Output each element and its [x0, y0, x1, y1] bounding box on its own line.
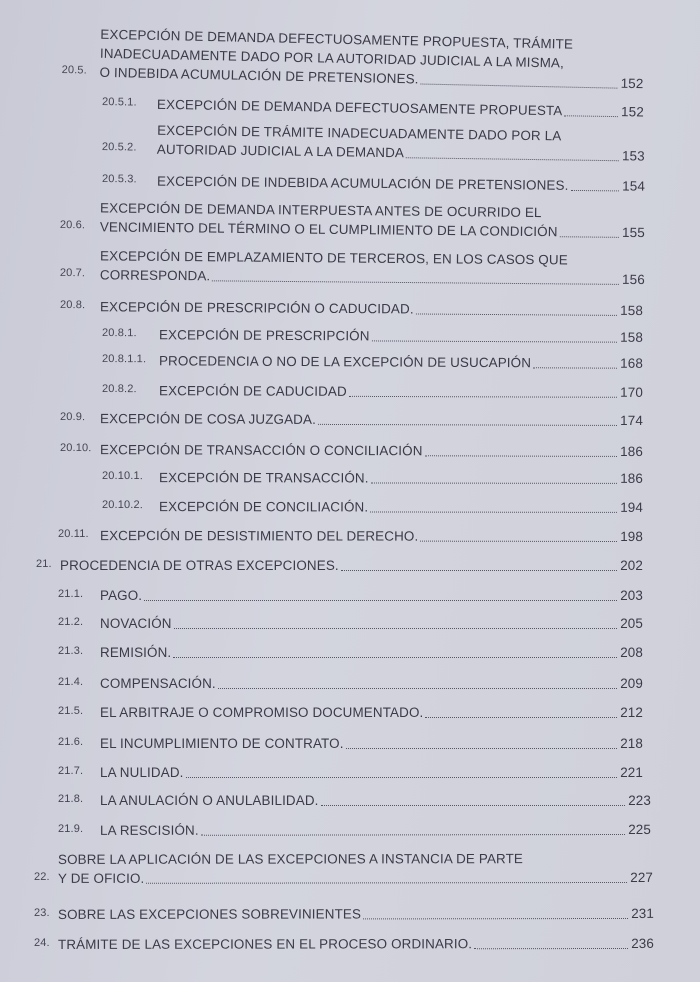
toc-entry-title	[100, 409, 643, 430]
toc-title-line: SOBRE LA APLICACIÓN DE LAS EXCEPCIONES A INSTANCIA DE PARTE	[57, 851, 524, 867]
toc-title-line: EL INCUMPLIMIENTO DE CONTRATO.	[100, 736, 344, 751]
toc-title-line: SOBRE LAS EXCEPCIONES SOBREVINIENTES	[57, 906, 362, 922]
toc-entry	[36, 555, 643, 575]
toc-title-line: EXCEPCIÓN DE DESISTIMIENTO DEL DERECHO.	[99, 528, 419, 544]
dot-leader	[425, 455, 618, 457]
toc-title-line: EXCEPCIÓN DE CADUCIDAD	[158, 383, 347, 399]
toc-entry	[58, 642, 643, 662]
toc-entry	[60, 296, 643, 320]
toc-title-line: TRÁMITE DE LAS EXCEPCIONES EN EL PROCESO ORDINARIO.	[57, 936, 473, 952]
toc-entry-number: 20.8.1.	[101, 327, 137, 340]
toc-title-line: EXCEPCIÓN DE CONCILIACIÓN.	[158, 499, 369, 515]
toc-title-line: EXCEPCIÓN DE PRESCRIPCIÓN O CADUCIDAD.	[99, 299, 414, 317]
toc-entry-title	[100, 586, 643, 605]
toc-page-number: 212	[620, 705, 643, 720]
dot-leader	[570, 190, 619, 192]
toc-entry	[34, 849, 653, 888]
toc-page-number: 218	[620, 736, 643, 751]
dot-leader	[533, 367, 617, 368]
toc-entry	[34, 903, 654, 924]
toc-page-number: 208	[620, 645, 643, 660]
toc-entry-number: 20.8.	[59, 299, 86, 312]
dot-leader	[416, 313, 617, 315]
toc-title-line: CORRESPONDA.	[99, 267, 211, 284]
toc-entry	[60, 246, 645, 289]
toc-title-line: REMISIÓN.	[100, 645, 172, 660]
dot-leader	[564, 115, 618, 117]
toc-entry-number: 23.	[33, 906, 50, 919]
toc-entry	[60, 439, 643, 461]
toc-title-line: EXCEPCIÓN DE EMPLAZAMIENTO DE TERCEROS, EN LOS CASOS QUE	[100, 248, 568, 268]
toc-title-line: NOVACIÓN	[100, 616, 172, 631]
toc-page-number: 203	[620, 588, 643, 603]
toc-entry-title	[157, 121, 645, 166]
dot-leader	[174, 628, 618, 629]
toc-entry-title	[157, 172, 645, 196]
toc-entry	[58, 613, 643, 633]
toc-entry-title	[100, 820, 651, 840]
dot-leader	[201, 834, 626, 836]
toc-entry-title	[159, 497, 643, 517]
toc-page-number: 156	[622, 271, 645, 288]
toc-entry	[102, 93, 644, 122]
toc-entry-number: 21.	[36, 558, 52, 570]
dot-leader	[425, 717, 617, 718]
toc-entry-number: 20.7.	[59, 266, 86, 280]
dot-leader	[421, 84, 618, 89]
dot-leader	[144, 600, 617, 601]
toc-page-number: 158	[620, 329, 644, 345]
toc-page-number: 153	[621, 148, 645, 164]
toc-entry-title	[100, 440, 643, 461]
toc-entry-number: 20.5.2.	[101, 140, 137, 154]
toc-entry-number: 20.6.	[59, 218, 86, 232]
toc-title-line: INADECUADAMENTE DADO POR LA AUTORIDAD JUDICIAL A LA MISMA,	[99, 45, 565, 71]
toc-entry-number: 21.7.	[58, 765, 84, 777]
dot-leader	[212, 280, 619, 285]
toc-entry-number: 21.9.	[57, 822, 84, 835]
toc-entry-title	[100, 643, 643, 662]
toc-entry	[58, 790, 651, 810]
toc-entry-number: 22.	[34, 870, 50, 883]
toc-entry	[60, 408, 643, 430]
toc-page-number: 231	[631, 905, 655, 921]
toc-title-line: LA ANULACIÓN O ANULABILIDAD.	[100, 793, 319, 808]
dot-leader	[474, 948, 628, 949]
toc-entry-number: 20.5.3.	[101, 173, 137, 186]
toc-entry-title	[100, 703, 643, 722]
toc-page-number: 174	[620, 412, 644, 429]
toc-entry-title	[157, 95, 644, 122]
toc-entry-number: 21.8.	[58, 793, 84, 805]
toc-entry-title	[100, 246, 645, 289]
dot-leader	[341, 570, 617, 571]
toc-title-line: EXCEPCIÓN DE DEMANDA INTERPUESTA ANTES DE OCURRIDO EL	[100, 200, 542, 221]
dot-leader	[173, 657, 617, 658]
toc-page-number: 225	[628, 821, 652, 838]
toc-title-line: VENCIMIENTO DEL TÉRMINO O EL CUMPLIMIENTO DE LA CONDICIÓN	[99, 219, 558, 240]
toc-entry	[58, 702, 643, 722]
toc-entry	[58, 819, 651, 840]
toc-entry-number: 21.3.	[58, 645, 84, 657]
toc-entry	[58, 762, 643, 782]
toc-entry-number: 20.8.2.	[101, 383, 137, 396]
toc-entry-title	[100, 791, 651, 810]
toc-title-line: EXCEPCIÓN DE DEMANDA DEFECTUOSAMENTE PROPUESTA, TRÁMITE	[100, 26, 574, 52]
toc-page-number: 202	[620, 558, 643, 573]
toc-entry	[34, 933, 654, 954]
dot-leader	[186, 777, 618, 778]
toc-page-number: 170	[620, 384, 644, 400]
dot-leader	[560, 236, 620, 238]
toc-entry-title	[159, 351, 643, 373]
toc-page-number: 168	[620, 355, 644, 371]
toc-entry-number: 20.5.1.	[101, 96, 137, 109]
toc-entry	[102, 496, 643, 517]
dot-leader	[420, 541, 617, 542]
dot-leader	[321, 805, 626, 806]
toc-entry-number: 24.	[33, 936, 50, 949]
toc-entry-title	[100, 297, 643, 320]
toc-page-number: 158	[620, 302, 644, 319]
toc-entry	[60, 198, 645, 242]
toc-title-line: O INDEBIDA ACUMULACIÓN DE PRETENSIONES.	[99, 64, 419, 87]
dot-leader	[318, 424, 617, 426]
toc-entry-title	[100, 674, 643, 693]
toc-entry-number: 21.4.	[58, 676, 84, 688]
toc-entry-title	[159, 468, 643, 488]
toc-entry	[102, 324, 643, 347]
toc-entry-title	[100, 526, 643, 546]
toc-entry-number: 21.5.	[58, 705, 84, 717]
dot-leader	[370, 511, 617, 512]
toc-title-line: EXCEPCIÓN DE INDEBIDA ACUMULACIÓN DE PRETENSIONES.	[156, 173, 569, 193]
toc-page-number: 223	[628, 793, 651, 808]
toc-entry-number: 20.5.	[61, 63, 87, 77]
toc-page-number: 221	[620, 765, 643, 780]
dot-leader	[371, 482, 618, 483]
toc-entry	[58, 673, 643, 693]
toc-entry-number: 21.6.	[58, 736, 84, 748]
toc-page-number: 186	[620, 470, 644, 486]
dot-leader	[146, 882, 627, 884]
toc-entry-number: 20.11.	[57, 528, 89, 541]
toc-title-line: EXCEPCIÓN DE TRÁMITE INADECUADAMENTE DADO POR LA	[157, 122, 562, 144]
toc-entry-title	[58, 849, 653, 888]
dot-leader	[372, 340, 618, 342]
toc-entry-title	[58, 904, 654, 924]
toc-entry-title	[100, 763, 643, 782]
toc-entry-number: 20.9.	[59, 411, 86, 424]
toc-page-number: 227	[630, 869, 654, 885]
toc-page-number: 236	[631, 935, 655, 951]
toc-title-line: EXCEPCIÓN DE TRANSACCIÓN.	[158, 470, 369, 486]
toc-entry-number: 20.10.	[59, 442, 92, 455]
toc-entry-title	[100, 734, 643, 753]
toc-title-line: EXCEPCIÓN DE COSA JUZGADA.	[99, 411, 316, 427]
toc-entry-title	[99, 25, 644, 93]
toc-page-number: 209	[620, 676, 643, 691]
toc-title-line: EXCEPCIÓN DE PRESCRIPCIÓN	[158, 327, 370, 344]
toc-entry	[102, 380, 643, 402]
toc-title-line: Y DE OFICIO.	[58, 870, 145, 886]
toc-entry-number: 21.2.	[58, 616, 84, 628]
toc-page-number: 186	[620, 443, 644, 460]
toc-page-number: 194	[620, 499, 644, 515]
toc-page-number: 205	[620, 616, 643, 631]
toc-title-line: EL ARBITRAJE O COMPROMISO DOCUMENTADO.	[100, 705, 424, 720]
toc-entry-number: 21.1.	[58, 588, 84, 600]
dot-leader	[363, 918, 628, 919]
toc-entry-title	[159, 381, 643, 402]
toc-page-number: 198	[620, 528, 644, 545]
toc-entry-title	[159, 325, 643, 347]
dot-leader	[406, 157, 619, 161]
toc-entry	[58, 733, 643, 753]
toc-entry-number: 20.10.1.	[101, 470, 143, 483]
toc-entry	[102, 170, 645, 196]
toc-entry	[61, 24, 644, 93]
toc-entry	[58, 525, 643, 546]
toc-title-line: PAGO.	[100, 588, 143, 603]
toc-entry-number: 20.8.1.1.	[101, 353, 147, 366]
toc-title-line: COMPENSACIÓN.	[100, 676, 216, 691]
toc-title-line: EXCEPCIÓN DE TRANSACCIÓN O CONCILIACIÓN	[99, 442, 423, 459]
toc-entry-title	[60, 556, 643, 575]
toc-title-line: PROCEDENCIA DE OTRAS EXCEPCIONES.	[60, 558, 339, 573]
dot-leader	[346, 748, 618, 749]
dot-leader	[349, 396, 617, 398]
toc-title-line: PROCEDENCIA O NO DE LA EXCEPCIÓN DE USUCAPIÓN	[158, 353, 532, 371]
toc-entry-number: 20.10.2.	[101, 499, 143, 512]
toc-page-number: 152	[621, 104, 645, 120]
toc-title-line: LA NULIDAD.	[100, 765, 184, 780]
toc-page-number: 155	[621, 224, 645, 241]
toc-page-number: 152	[620, 75, 644, 92]
toc-entry	[102, 120, 645, 166]
toc-title-line: AUTORIDAD JUDICIAL A LA DEMANDA	[156, 141, 405, 161]
toc-entry	[102, 467, 643, 488]
toc-entry-title	[58, 934, 654, 954]
toc-entry	[58, 585, 643, 605]
toc-entry-title	[100, 614, 643, 633]
toc-entry-title	[100, 198, 645, 242]
toc-entry	[102, 350, 643, 373]
toc-page-number: 154	[622, 178, 646, 194]
toc-title-line: EXCEPCIÓN DE DEMANDA DEFECTUOSAMENTE PROPUESTA	[156, 96, 563, 119]
toc-title-line: LA RESCISIÓN.	[99, 822, 199, 838]
dot-leader	[218, 688, 617, 689]
